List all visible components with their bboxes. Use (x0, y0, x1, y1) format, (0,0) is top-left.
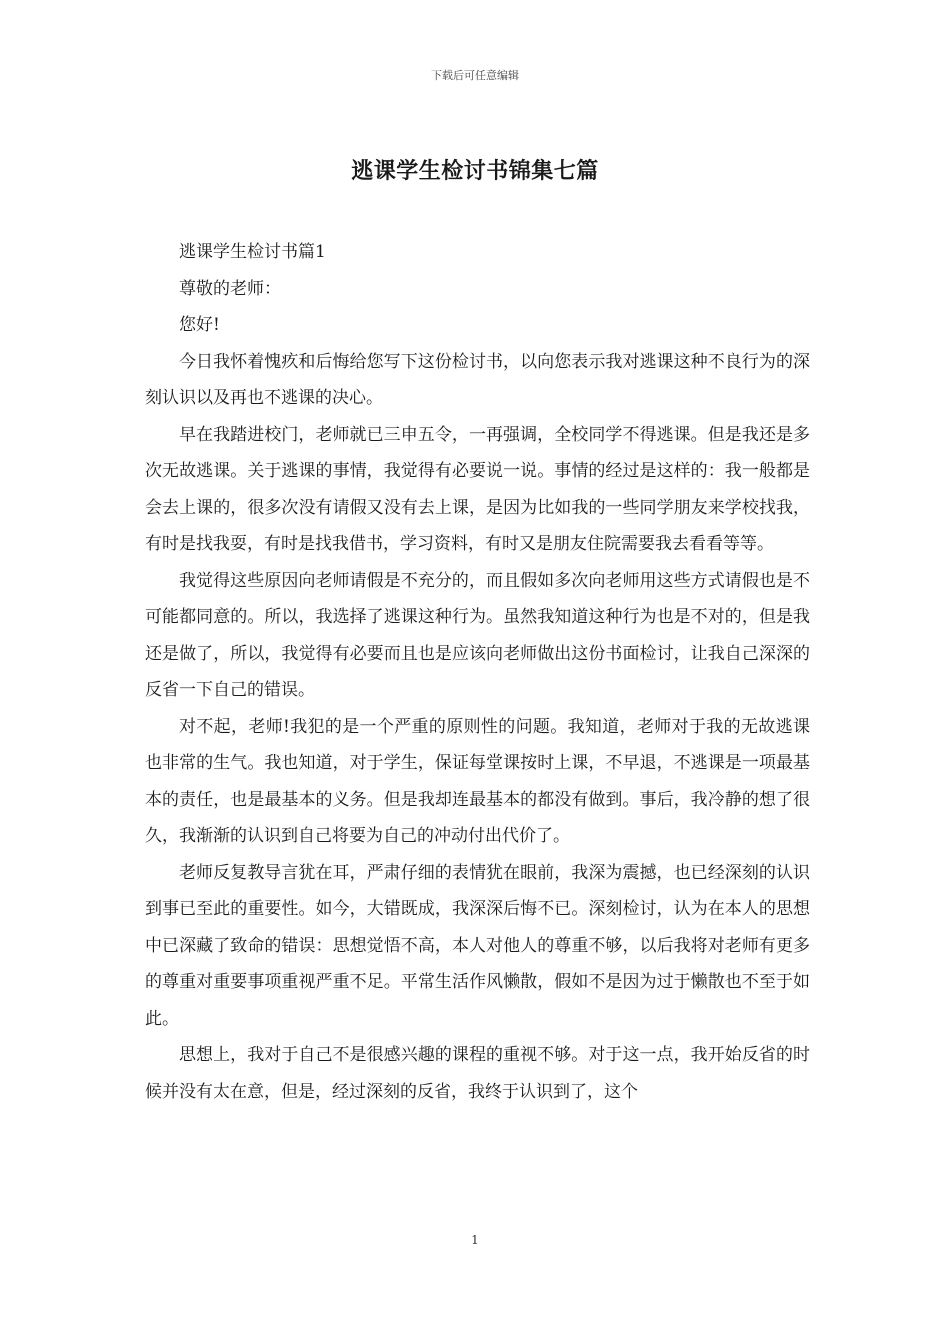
greeting: 您好! (179, 315, 220, 335)
body-paragraph: 对不起，老师!我犯的是一个严重的原则性的问题。我知道，老师对于我的无故逃课也非常的生气。我也知道，对于学生，保证每堂课按时上课，不早退，不逃课是一项最基本的责任，也是最基本的义务。但是我却连最基本的都没有做到。事后，我冷静的想了很久，我渐渐的认识到自己将要为自己的冲动付出代价了。 (145, 716, 810, 846)
body-paragraph: 今日我怀着愧疚和后悔给您写下这份检讨书，以向您表示我对逃课这种不良行为的深刻认识以及再也不逃课的决心。 (145, 351, 810, 408)
page-number: 1 (471, 1233, 479, 1247)
body-paragraph: 我觉得这些原因向老师请假是不充分的，而且假如多次向老师用这些方式请假也是不可能都同意的。所以，我选择了逃课这种行为。虽然我知道这种行为也是不对的，但是我还是做了，所以，我觉得有必要而且也是应该向老师做出这份书面检讨，让我自己深深的反省一下自己的错误。 (145, 570, 810, 700)
body-paragraph: 思想上，我对于自己不是很感兴趣的课程的重视不够。对于这一点，我开始反省的时候并没有太在意，但是，经过深刻的反省，我终于认识到了，这个 (145, 1045, 810, 1102)
document-title: 逃课学生检讨书锦集七篇 (351, 158, 599, 184)
page-header-note: 下载后可任意编辑 (431, 69, 519, 82)
body-paragraph: 早在我踏进校门，老师就已三申五令，一再强调，全校同学不得逃课。但是我还是多次无故逃课。关于逃课的事情，我觉得有必要说一说。事情的经过是这样的：我一般都是会去上课的，很多次没有请假又没有去上课，是因为比如我的一些同学朋友来学校找我，有时是找我耍，有时是找我借书，学习资料，有时又是朋友住院需要我去看看等等。 (145, 424, 810, 554)
document-body (145, 234, 810, 1110)
body-paragraph: 老师反复教导言犹在耳，严肃仔细的表情犹在眼前，我深为震撼，也已经深刻的认识到事已至此的重要性。如今，大错既成，我深深后悔不已。深刻检讨，认为在本人的思想中已深藏了致命的错误：思想觉悟不高，本人对他人的尊重不够，以后我将对老师有更多的尊重对重要事项重视严重不足。平常生活作风懒散，假如不是因为过于懒散也不至于如此。 (145, 862, 810, 1029)
salutation: 尊敬的老师： (179, 278, 281, 299)
section-heading: 逃课学生检讨书篇1 (179, 242, 326, 262)
